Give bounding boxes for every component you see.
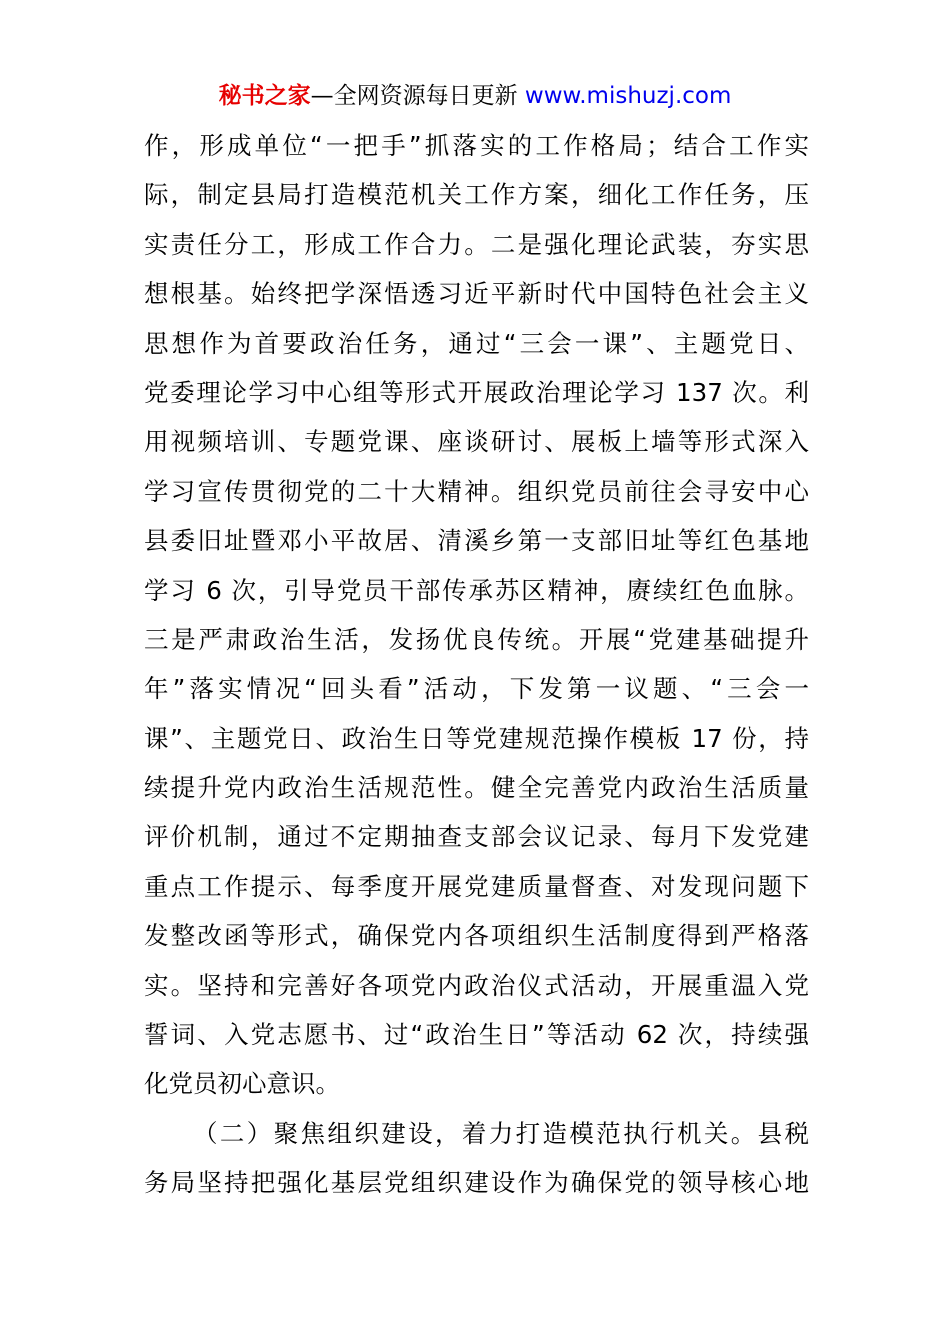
paragraph [144,1109,809,1208]
text-line: 实。坚持和完善好各项党内政治仪式活动，开展重温入党 [144,970,809,1000]
site-tagline: —全网资源每日更新 [310,83,525,109]
document-body [144,121,809,1208]
site-header [0,80,950,112]
site-url-link[interactable]: www.mishuzj.com [524,83,732,109]
text-line: 续提升党内政治生活规范性。健全完善党内政治生活质量 [144,773,809,803]
text-line: 想根基。始终把学深悟透习近平新时代中国特色社会主义 [144,279,809,309]
site-brand: 秘书之家 [218,83,311,109]
text-line: 誓词、入党志愿书、过“政治生日”等活动 62 次，持续强 [144,1020,809,1050]
text-line: 学习宣传贯彻党的二十大精神。组织党员前往会寻安中心 [144,476,809,506]
text-line: 务局坚持把强化基层党组织建设作为确保党的领导核心地 [144,1168,809,1198]
text-line: 作，形成单位“一把手”抓落实的工作格局；结合工作实 [144,131,809,160]
text-line: 评价机制，通过不定期抽查支部会议记录、每月下发党建 [144,822,809,852]
text-line: 学习 6 次，引导党员干部传承苏区精神，赓续红色血脉。 [144,575,809,605]
text-line: 县委旧址暨邓小平故居、清溪乡第一支部旧址等红色基地 [144,526,809,556]
text-line: 课”、主题党日、政治生日等党建规范操作模板 17 份，持 [144,723,809,753]
text-line: 党委理论学习中心组等形式开展政治理论学习 137 次。利 [144,377,809,407]
text-line: 实责任分工，形成工作合力。二是强化理论武装，夯实思 [144,229,809,259]
text-line: 发整改函等形式，确保党内各项组织生活制度得到严格落 [144,921,809,951]
text-line: 化党员初心意识。 [144,1069,340,1099]
text-line: 用视频培训、专题党课、座谈研讨、展板上墙等形式深入 [144,427,809,457]
section-heading-line: （二）聚焦组织建设，着力打造模范执行机关。县税 [193,1118,809,1148]
text-line: 三是严肃政治生活，发扬优良传统。开展“党建基础提升 [144,624,809,654]
paragraph [144,121,809,1109]
text-line: 际，制定县局打造模范机关工作方案，细化工作任务，压 [144,180,809,210]
text-line: 重点工作提示、每季度开展党建质量督查、对发现问题下 [144,871,809,901]
text-line: 思想作为首要政治任务，通过“三会一课”、主题党日、 [144,328,809,358]
text-line: 年”落实情况“回头看”活动，下发第一议题、“三会一 [144,674,809,704]
